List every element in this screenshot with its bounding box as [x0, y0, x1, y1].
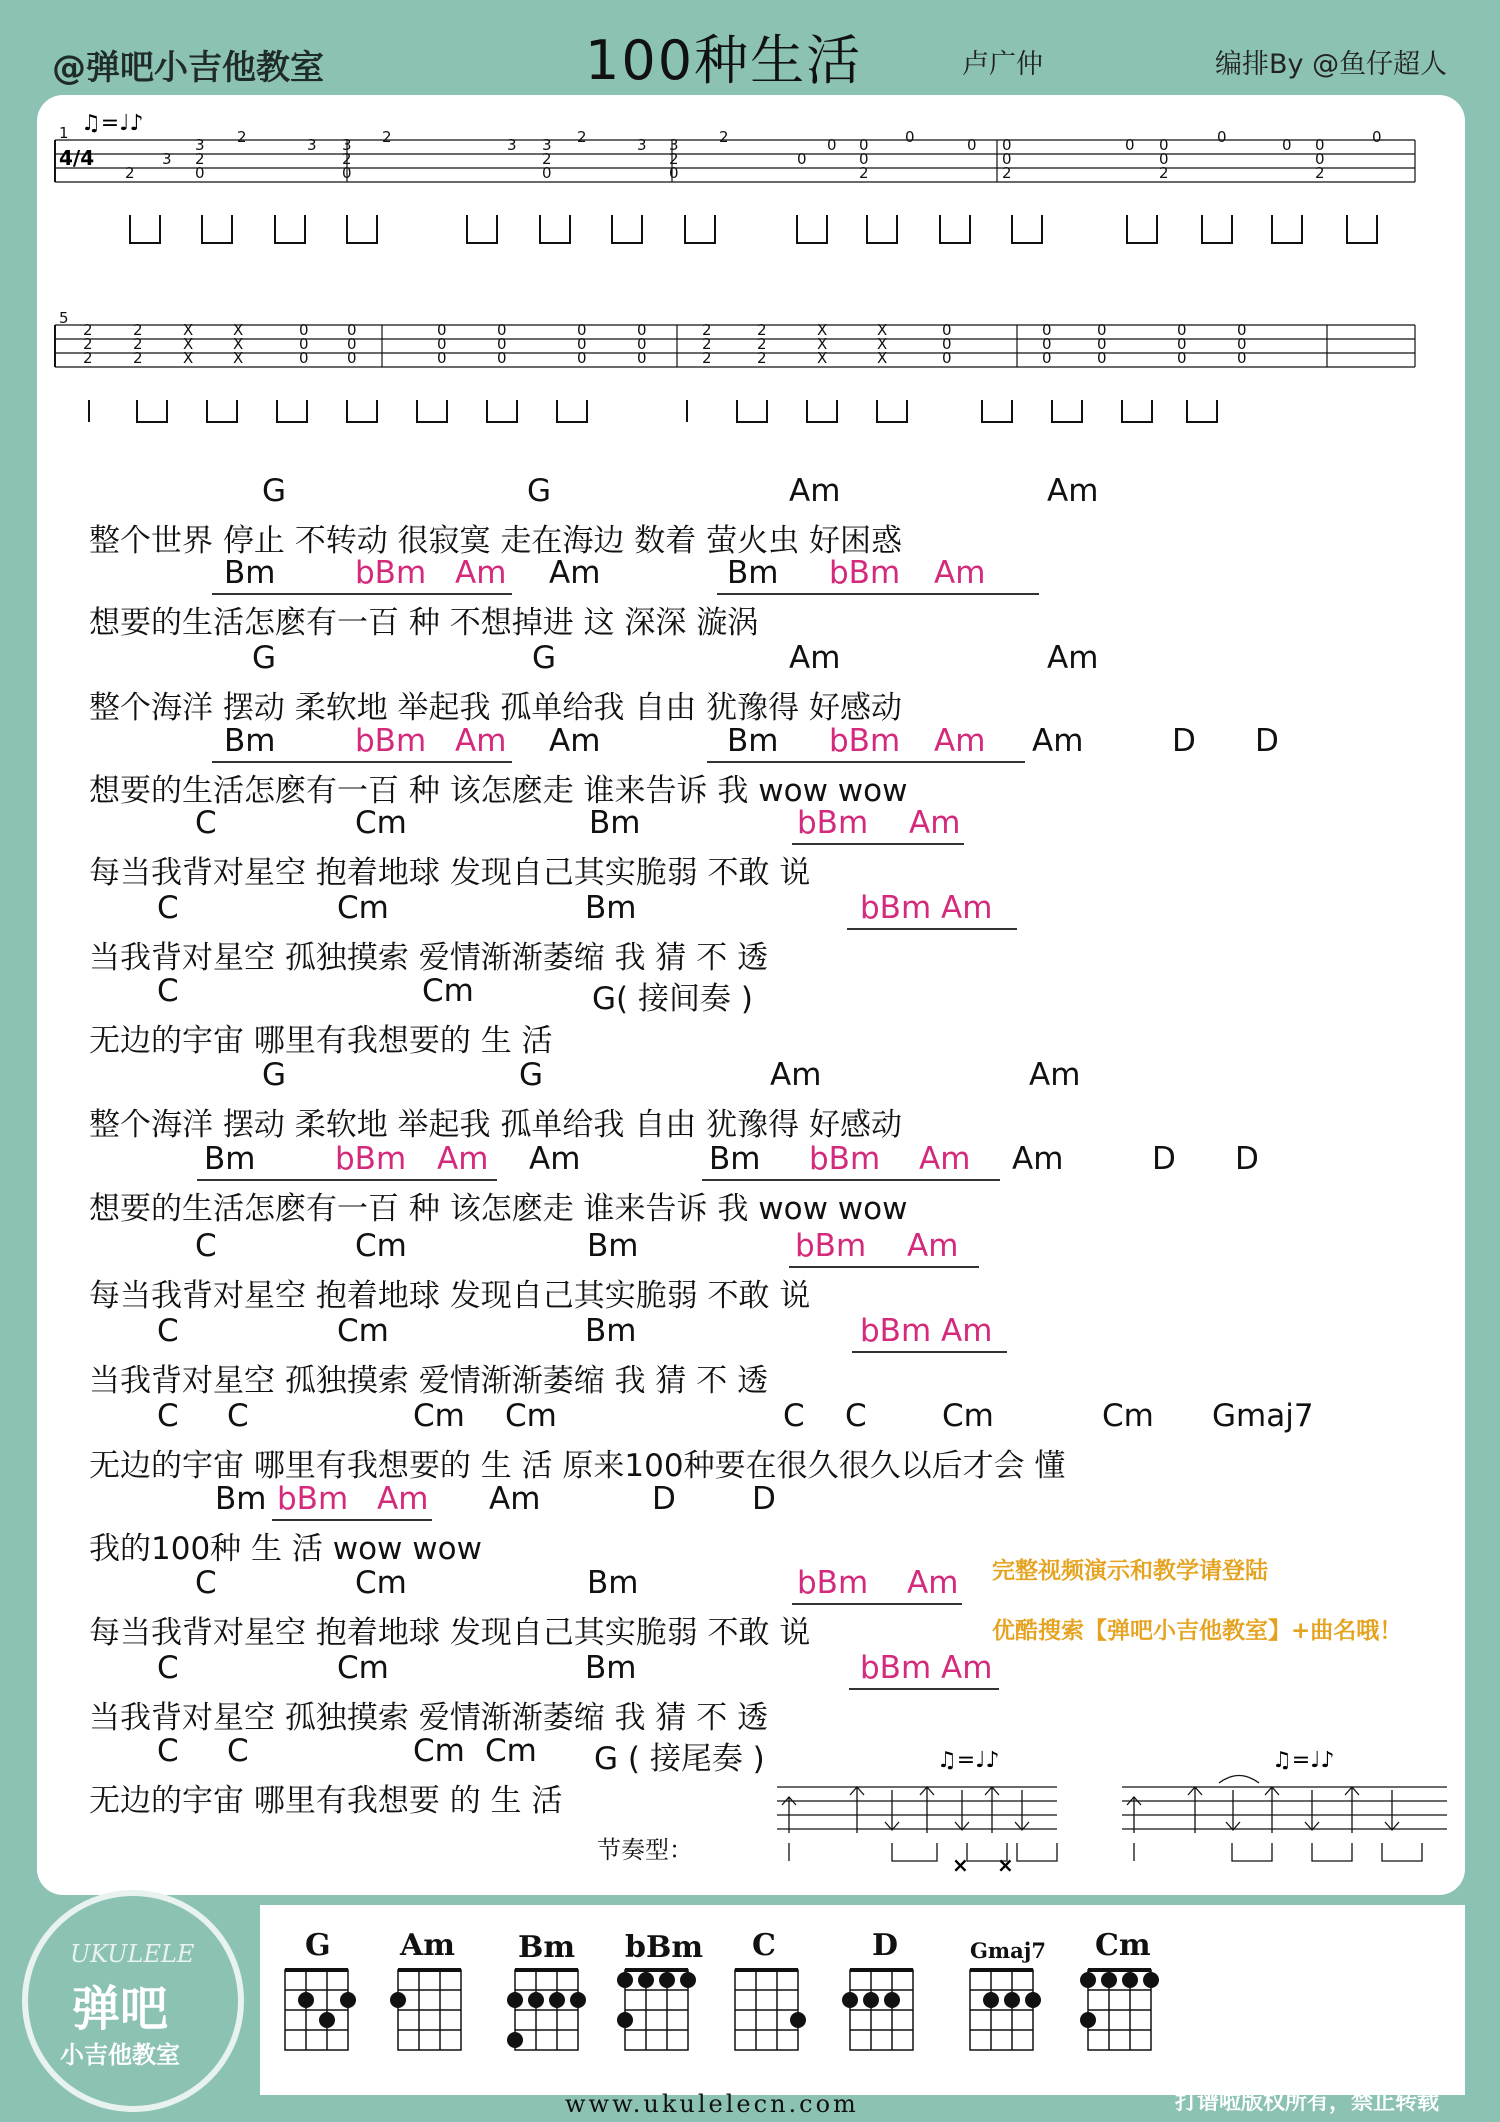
- svg-text:0: 0: [637, 321, 647, 339]
- chord-label: D: [1235, 1141, 1259, 1177]
- svg-text:0: 0: [1315, 136, 1325, 154]
- lyric-text: 无边的宇宙 哪里有我想要的 生 活: [89, 1023, 553, 1059]
- svg-text:0: 0: [342, 164, 352, 182]
- chord-label: D: [1172, 723, 1196, 759]
- svg-text:0: 0: [942, 335, 952, 353]
- chord-diagram-name: Am: [400, 1928, 456, 1963]
- chord-row: [37, 1313, 1465, 1351]
- promo-line-1: 完整视频演示和教学请登陆: [992, 1558, 1268, 1584]
- svg-text:2: 2: [542, 150, 552, 168]
- svg-text:0: 0: [299, 349, 309, 367]
- svg-text:2: 2: [702, 321, 712, 339]
- score-sheet: [37, 95, 1465, 1895]
- lyric-line: [37, 1099, 1465, 1143]
- svg-text:0: 0: [577, 335, 587, 353]
- chord-label: Cm: [1102, 1398, 1154, 1434]
- chord-label: Cm: [337, 890, 389, 926]
- chord-label: G: [262, 1057, 287, 1093]
- lyric-text: 当我背对星空 孤独摸索 爱情渐渐萎缩 我 猜 不 透: [89, 940, 769, 976]
- lyric-line: [37, 1355, 1465, 1399]
- chord-diagram-name: G: [305, 1928, 331, 1963]
- tempo-mark: ♫=♩♪: [937, 1748, 1000, 1773]
- chord-label: D: [1152, 1141, 1176, 1177]
- svg-text:0: 0: [1042, 321, 1052, 339]
- lyric-line: [37, 1440, 1465, 1484]
- chord-label: C: [157, 1650, 179, 1686]
- svg-text:3: 3: [195, 136, 205, 154]
- chord-underline: [789, 1266, 979, 1268]
- svg-text:0: 0: [1372, 128, 1382, 146]
- chord-label: Am: [489, 1481, 541, 1517]
- svg-text:2: 2: [382, 128, 392, 146]
- svg-text:0: 0: [1097, 335, 1107, 353]
- svg-text:0: 0: [1097, 349, 1107, 367]
- chord-underline: [272, 1519, 432, 1521]
- chord-label: G: [527, 473, 552, 509]
- chord-label: Bm: [589, 805, 641, 841]
- chord-label: Am: [770, 1057, 822, 1093]
- studio-name: @弹吧小吉他教室: [52, 48, 324, 88]
- chord-row: [37, 1650, 1465, 1688]
- svg-text:0: 0: [1002, 150, 1012, 168]
- svg-text:3: 3: [542, 136, 552, 154]
- svg-text:0: 0: [1237, 335, 1247, 353]
- svg-text:3: 3: [307, 136, 317, 154]
- svg-text:0: 0: [859, 150, 869, 168]
- svg-text:0: 0: [1125, 136, 1135, 154]
- lyric-line: [37, 847, 1465, 891]
- logo-text-main: 弹吧: [72, 1981, 169, 2037]
- svg-text:2: 2: [757, 335, 767, 353]
- chord-label: Am: [907, 1228, 959, 1264]
- chord-label: Bm: [727, 723, 779, 759]
- tempo-mark: ♫=♩♪: [1272, 1748, 1335, 1773]
- svg-text:2: 2: [342, 150, 352, 168]
- svg-text:X: X: [877, 321, 888, 339]
- chord-underline: [852, 1351, 1007, 1353]
- svg-text:X: X: [233, 321, 244, 339]
- lyrics-block: [37, 95, 1465, 1895]
- chord-label: C: [157, 973, 179, 1009]
- chord-label: bBm: [277, 1481, 349, 1517]
- svg-text:0: 0: [347, 335, 357, 353]
- chord-label: bBm: [797, 805, 869, 841]
- chord-label: Cm: [355, 1228, 407, 1264]
- svg-text:2: 2: [83, 349, 93, 367]
- chord-label: Am: [377, 1481, 429, 1517]
- chord-label: Am: [437, 1141, 489, 1177]
- lyric-text: 当我背对星空 孤独摸索 爱情渐渐萎缩 我 猜 不 透: [89, 1700, 769, 1736]
- svg-text:0: 0: [299, 335, 309, 353]
- svg-text:0: 0: [437, 349, 447, 367]
- chord-label: C: [157, 890, 179, 926]
- chord-label: bBm: [355, 555, 427, 591]
- chord-diagram-name: Cm: [1095, 1928, 1151, 1963]
- svg-text:0: 0: [1042, 349, 1052, 367]
- chord-label: Cm: [337, 1650, 389, 1686]
- svg-text:0: 0: [827, 136, 837, 154]
- chord-row: [37, 723, 1465, 761]
- svg-text:0: 0: [1177, 349, 1187, 367]
- chord-label: Bm: [224, 555, 276, 591]
- lyric-text: 整个世界 停止 不转动 很寂寞 走在海边 数着 萤火虫 好困惑: [89, 523, 902, 559]
- chord-label: Cm: [485, 1733, 537, 1769]
- chord-label: Am: [934, 723, 986, 759]
- chord-row: [37, 1228, 1465, 1266]
- chord-label: Am: [1047, 640, 1099, 676]
- svg-text:3: 3: [669, 136, 679, 154]
- chord-underline: [792, 1603, 962, 1605]
- svg-text:0: 0: [347, 349, 357, 367]
- svg-text:2: 2: [757, 349, 767, 367]
- chord-row: [37, 1141, 1465, 1179]
- svg-text:3: 3: [507, 136, 517, 154]
- svg-text:3: 3: [637, 136, 647, 154]
- chord-row: [37, 1565, 1465, 1603]
- svg-text:X: X: [877, 335, 888, 353]
- lyric-line: [37, 765, 1465, 809]
- chord-row: [37, 973, 1465, 1017]
- chord-row: [37, 473, 1465, 511]
- chord-underline: [212, 761, 512, 763]
- chord-label: bBm: [355, 723, 427, 759]
- svg-text:0: 0: [577, 321, 587, 339]
- chord-underline: [702, 1179, 1000, 1181]
- svg-text:3: 3: [342, 136, 352, 154]
- chord-label: Cm: [505, 1398, 557, 1434]
- chord-diagram-name: Gmaj7: [970, 1938, 1046, 1963]
- chord-label: Bm: [204, 1141, 256, 1177]
- lyric-line: [37, 1183, 1465, 1227]
- chord-label: Am: [529, 1141, 581, 1177]
- chord-underline: [792, 843, 964, 845]
- chord-label: bBm: [797, 1565, 869, 1601]
- lyric-text: 当我背对星空 孤独摸索 爱情渐渐萎缩 我 猜 不 透: [89, 1363, 769, 1399]
- svg-text:2: 2: [757, 321, 767, 339]
- lyric-text: 每当我背对星空 抱着地球 发现自己其实脆弱 不敢 说: [89, 1278, 811, 1314]
- svg-text:2: 2: [195, 150, 205, 168]
- chord-label: bBm Am: [860, 1313, 993, 1349]
- chord-label: bBm: [829, 723, 901, 759]
- svg-text:2: 2: [237, 128, 247, 146]
- chord-label: Cm: [422, 973, 474, 1009]
- chord-row: [37, 1398, 1465, 1436]
- chord-label: Am: [549, 555, 601, 591]
- lyric-text: 想要的生活怎麽有一百 种 该怎麽走 谁来告诉 我 wow wow: [89, 1191, 908, 1227]
- svg-text:0: 0: [637, 335, 647, 353]
- chord-label: G: [519, 1057, 544, 1093]
- chord-underline: [717, 593, 1039, 595]
- svg-text:2: 2: [133, 349, 143, 367]
- chord-label: Bm: [585, 1313, 637, 1349]
- chord-label: Am: [455, 723, 507, 759]
- rhythm-label: 节奏型：: [597, 1836, 693, 1864]
- chord-row: [37, 805, 1465, 843]
- chord-label: Bm: [587, 1565, 639, 1601]
- chord-label: Cm: [942, 1398, 994, 1434]
- chord-underline: [197, 1179, 497, 1181]
- svg-text:0: 0: [1097, 321, 1107, 339]
- chord-row: [37, 640, 1465, 678]
- chord-label: Bm: [224, 723, 276, 759]
- chord-label: Am: [1012, 1141, 1064, 1177]
- chord-label: Am: [789, 473, 841, 509]
- lyric-text: 每当我背对星空 抱着地球 发现自己其实脆弱 不敢 说: [89, 1615, 811, 1651]
- svg-text:0: 0: [437, 335, 447, 353]
- svg-text:2: 2: [133, 335, 143, 353]
- svg-text:2: 2: [125, 164, 135, 182]
- svg-text:0: 0: [437, 321, 447, 339]
- chord-label: D: [652, 1481, 676, 1517]
- svg-text:X: X: [183, 335, 194, 353]
- svg-text:0: 0: [299, 321, 309, 339]
- chord-label: Am: [789, 640, 841, 676]
- svg-text:0: 0: [1159, 136, 1169, 154]
- chord-underline: [707, 761, 1025, 763]
- lyric-line: [37, 1692, 1465, 1736]
- chord-label: Cm: [337, 1313, 389, 1349]
- svg-text:0: 0: [1282, 136, 1292, 154]
- svg-text:0: 0: [669, 164, 679, 182]
- chord-label: C: [157, 1398, 179, 1434]
- measure-number-1: 1: [59, 124, 69, 142]
- chord-label: Am: [549, 723, 601, 759]
- chord-label: Bm: [585, 1650, 637, 1686]
- chord-diagram-name: bBm: [625, 1930, 704, 1965]
- chord-label: Am: [919, 1141, 971, 1177]
- chord-label: D: [1255, 723, 1279, 759]
- svg-text:2: 2: [83, 321, 93, 339]
- chord-row: [37, 555, 1465, 593]
- logo-text-ukulele: UKULELE: [70, 1940, 195, 1968]
- lyric-text: 想要的生活怎麽有一百 种 不想掉进 这 深深 漩涡: [89, 605, 759, 641]
- chord-label: G: [262, 473, 287, 509]
- chord-underline: [212, 593, 512, 595]
- lyric-line: [37, 1270, 1465, 1314]
- svg-text:0: 0: [1042, 335, 1052, 353]
- tempo-mark: ♫=♩♪: [81, 111, 144, 136]
- chord-label: C: [195, 805, 217, 841]
- svg-text:X: X: [183, 349, 194, 367]
- chord-label: Am: [455, 555, 507, 591]
- chord-label: D: [752, 1481, 776, 1517]
- chord-label: G( 接间奏 ): [592, 981, 753, 1017]
- svg-text:2: 2: [1315, 164, 1325, 182]
- chord-label: Am: [1029, 1057, 1081, 1093]
- chord-grids: [280, 1965, 1300, 2075]
- svg-text:×: ×: [997, 1853, 1014, 1875]
- chord-label: Bm: [727, 555, 779, 591]
- svg-text:0: 0: [1237, 349, 1247, 367]
- chord-label: Cm: [355, 805, 407, 841]
- svg-text:0: 0: [905, 128, 915, 146]
- svg-text:2: 2: [133, 321, 143, 339]
- chord-label: C: [227, 1398, 249, 1434]
- svg-text:X: X: [817, 335, 828, 353]
- promo-line-2: 优酷搜索【弹吧小吉他教室】+曲名哦！: [992, 1618, 1403, 1644]
- svg-text:0: 0: [1159, 150, 1169, 168]
- svg-text:X: X: [183, 321, 194, 339]
- chord-row: [37, 1481, 1465, 1519]
- chord-label: Bm: [587, 1228, 639, 1264]
- svg-text:2: 2: [1159, 164, 1169, 182]
- chord-label: Am: [1047, 473, 1099, 509]
- chord-label: bBm: [809, 1141, 881, 1177]
- lyric-line: [37, 1607, 1465, 1651]
- lyric-text: 想要的生活怎麽有一百 种 该怎麽走 谁来告诉 我 wow wow: [89, 773, 908, 809]
- lyric-text: 无边的宇宙 哪里有我想要的 生 活 原来100种要在很久很久以后才会 懂: [89, 1448, 1066, 1484]
- svg-text:0: 0: [1177, 321, 1187, 339]
- svg-text:0: 0: [1002, 136, 1012, 154]
- chord-label: G: [252, 640, 277, 676]
- svg-text:×: ×: [952, 1853, 969, 1875]
- svg-text:0: 0: [1217, 128, 1227, 146]
- chord-label: bBm: [795, 1228, 867, 1264]
- chord-label: Bm: [709, 1141, 761, 1177]
- chord-label: C: [227, 1733, 249, 1769]
- lyric-text: 我的100种 生 活 wow wow: [89, 1531, 482, 1567]
- svg-text:0: 0: [542, 164, 552, 182]
- chord-row: [37, 1057, 1465, 1095]
- header: [0, 0, 1500, 95]
- chord-label: Cm: [355, 1565, 407, 1601]
- chord-label: C: [845, 1398, 867, 1434]
- chord-label: Cm: [413, 1398, 465, 1434]
- svg-text:0: 0: [577, 349, 587, 367]
- chord-diagram-name: Bm: [518, 1930, 576, 1965]
- chord-label: G ( 接尾奏 ): [594, 1741, 765, 1777]
- chord-label: C: [157, 1733, 179, 1769]
- lyric-text: 整个海洋 摆动 柔软地 举起我 孤单给我 自由 犹豫得 好感动: [89, 1107, 902, 1143]
- lyric-text: 整个海洋 摆动 柔软地 举起我 孤单给我 自由 犹豫得 好感动: [89, 690, 902, 726]
- chord-label: G: [532, 640, 557, 676]
- lyric-line: [37, 597, 1465, 641]
- svg-text:0: 0: [942, 321, 952, 339]
- svg-text:2: 2: [859, 164, 869, 182]
- svg-text:X: X: [877, 349, 888, 367]
- lyric-text: 每当我背对星空 抱着地球 发现自己其实脆弱 不敢 说: [89, 855, 811, 891]
- logo-text-sub: 小吉他教室: [60, 2041, 180, 2069]
- measure-number-5: 5: [59, 309, 69, 327]
- svg-text:2: 2: [719, 128, 729, 146]
- lyric-line: [37, 682, 1465, 726]
- svg-text:0: 0: [195, 164, 205, 182]
- chord-label: bBm: [335, 1141, 407, 1177]
- chord-label: bBm: [829, 555, 901, 591]
- svg-text:3: 3: [162, 150, 172, 168]
- chord-diagram-name: D: [872, 1928, 899, 1963]
- svg-text:2: 2: [1002, 164, 1012, 182]
- svg-text:0: 0: [1315, 150, 1325, 168]
- svg-text:X: X: [817, 321, 828, 339]
- artist-name: 卢广仲: [962, 49, 1043, 80]
- chord-label: Cm: [413, 1733, 465, 1769]
- chord-underline: [847, 928, 1017, 930]
- svg-text:2: 2: [577, 128, 587, 146]
- chord-label: Am: [907, 1565, 959, 1601]
- lyric-line: [37, 1015, 1465, 1059]
- svg-text:0: 0: [942, 349, 952, 367]
- lyric-line: [37, 515, 1465, 559]
- chord-label: Bm: [215, 1481, 267, 1517]
- svg-text:2: 2: [702, 349, 712, 367]
- chord-label: Am: [1032, 723, 1084, 759]
- lyric-line: [37, 932, 1465, 976]
- chord-label: C: [195, 1228, 217, 1264]
- svg-text:X: X: [233, 349, 244, 367]
- footer-copyright: 打谱啦版权所有，禁止转载: [1175, 2090, 1440, 2115]
- svg-text:0: 0: [347, 321, 357, 339]
- lyric-text: 无边的宇宙 哪里有我想要 的 生 活: [89, 1783, 563, 1819]
- chord-label: Am: [934, 555, 986, 591]
- rhythm-patterns: [767, 1735, 1447, 1875]
- chord-label: bBm Am: [860, 890, 993, 926]
- svg-text:2: 2: [669, 150, 679, 168]
- song-title: 100种生活: [585, 29, 863, 92]
- svg-text:0: 0: [1177, 335, 1187, 353]
- svg-text:X: X: [817, 349, 828, 367]
- chord-label: C: [783, 1398, 805, 1434]
- chord-label: bBm Am: [860, 1650, 993, 1686]
- chord-row: [37, 890, 1465, 928]
- chord-underline: [849, 1688, 999, 1690]
- svg-text:X: X: [233, 335, 244, 353]
- chord-label: C: [157, 1313, 179, 1349]
- svg-text:0: 0: [797, 150, 807, 168]
- chord-label: Am: [909, 805, 961, 841]
- svg-text:0: 0: [859, 136, 869, 154]
- svg-text:0: 0: [497, 321, 507, 339]
- svg-text:0: 0: [497, 349, 507, 367]
- svg-text:0: 0: [1237, 321, 1247, 339]
- svg-text:0: 0: [497, 335, 507, 353]
- arranger-credit: 编排By @鱼仔超人: [1215, 49, 1448, 80]
- time-signature: 4/4: [59, 146, 95, 170]
- chord-label: Gmaj7: [1212, 1398, 1314, 1434]
- footer-url: www.ukulelecn.com: [565, 2090, 859, 2118]
- chord-label: C: [195, 1565, 217, 1601]
- svg-text:0: 0: [637, 349, 647, 367]
- svg-text:0: 0: [967, 136, 977, 154]
- chord-label: Bm: [585, 890, 637, 926]
- svg-text:2: 2: [702, 335, 712, 353]
- chord-diagram-name: C: [752, 1928, 776, 1963]
- svg-text:2: 2: [83, 335, 93, 353]
